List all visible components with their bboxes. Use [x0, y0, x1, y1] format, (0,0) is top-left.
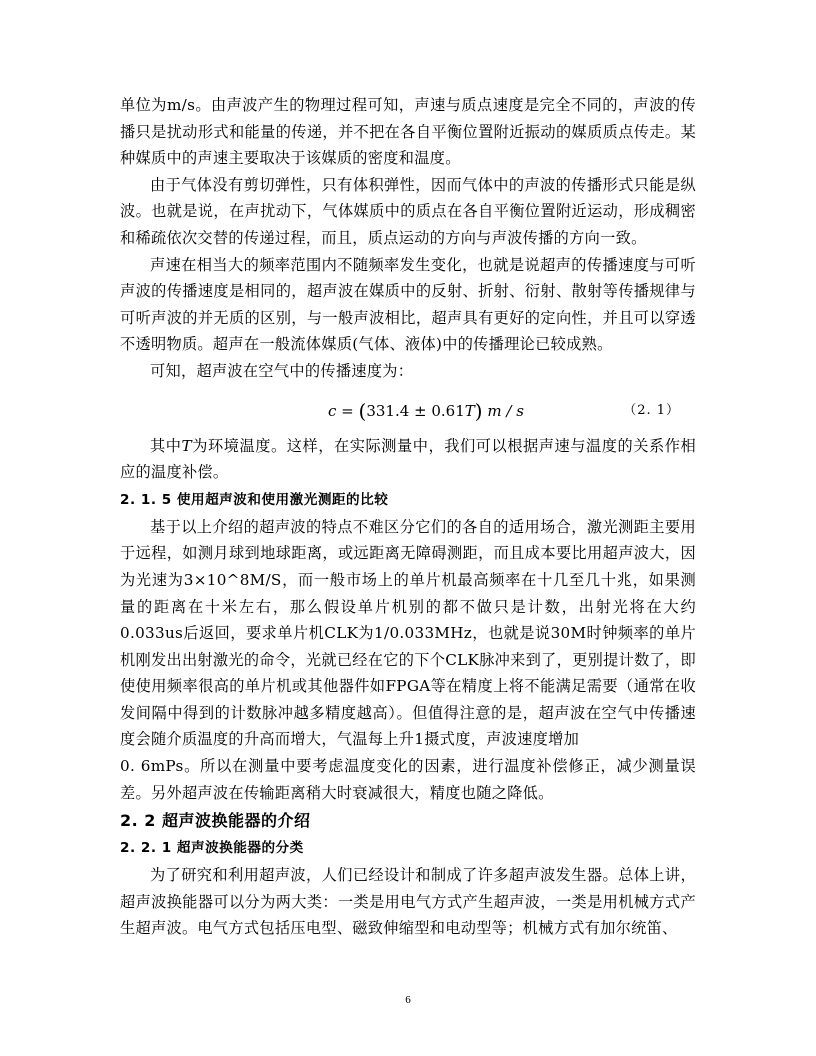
- paragraph-frequency-independence: 声速在相当大的频率范围内不随频率发生变化，也就是说超声的传播速度与可听声波的传播速度是相同的，超声波在媒质中的反射、折射、衍射、散射等传播规律与可听声波的并无质的区别，与一般声波相比，超声具有更好的定向性，并且可以穿透不透明物质。超声在一般流体媒质(气体、液体)中的传播理论已较成熟。: [120, 255, 696, 354]
- eq-lhs: c: [328, 401, 337, 420]
- eq-open-paren: (: [358, 398, 367, 423]
- heading-2-2: 2. 2 超声波换能器的介绍: [120, 811, 311, 831]
- paragraph-temperature-error: 0. 6mPs。所以在测量中要考虑温度变化的因素，进行温度补偿修正，减少测量误差。另外超声波在传输距离稍大时衰减很大，精度也随之降低。: [120, 757, 696, 802]
- heading-2-2-1: 2. 2. 1 超声波换能器的分类: [120, 840, 304, 857]
- equation-expression: [328, 397, 524, 421]
- eq-unit: m / s: [487, 401, 524, 420]
- paragraph-temperature-compensation: [120, 433, 696, 486]
- eq-body: 331.4 ± 0.61: [366, 401, 465, 420]
- after-eq-post: 为环境温度。这样，在实际测量中，我们可以根据声速与温度的关系作相应的温度补偿。: [120, 436, 696, 482]
- page-number: 6: [405, 994, 411, 1006]
- eq-var-t: T: [464, 401, 475, 420]
- paragraph-gas-longitudinal-wave: 由于气体没有剪切弹性，只有体积弹性，因而气体中的声波的传播形式只能是纵波。也就是说，在声扰动下，气体媒质中的质点在各自平衡位置附近运动，形成稠密和稀疏依次交替的传递过程，而且，质点运动的方向与声波传播的方向一致。: [120, 175, 696, 247]
- equation-number: （2. 1）: [623, 402, 680, 418]
- paragraph-transducer-classification: 为了研究和利用超声波，人们已经设计和制成了许多超声波发生器。总体上讲，超声波换能器可以分为两大类：一类是用电气方式产生超声波，一类是用机械方式产生超声波。电气方式包括压电型、磁致伸缩型和电动型等；机械方式有加尔统笛、: [120, 866, 696, 938]
- equation-2-1: [120, 389, 696, 431]
- eq-close-paren: ): [474, 398, 483, 423]
- heading-2-1-5: 2. 1. 5 使用超声波和使用激光测距的比较: [120, 491, 389, 508]
- paragraph-sound-speed-definition: 单位为m/s。由声波产生的物理过程可知，声速与质点速度是完全不同的，声波的传播只是扰动形式和能量的传递，并不把在各自平衡位置附近振动的媒质质点传走。某种媒质中的声速主要取决于该媒质的密度和温度。: [120, 96, 696, 168]
- eq-equals: =: [336, 401, 359, 420]
- paragraph-speed-in-air-intro: 可知，超声波在空气中的传播速度为：: [150, 361, 414, 380]
- after-eq-pre: 其中: [150, 436, 182, 455]
- page-body: [120, 92, 696, 942]
- after-eq-var: T: [181, 436, 192, 455]
- paragraph-ultrasound-vs-laser: 基于以上介绍的超声波的特点不难区分它们的各自的适用场合，激光测距主要用于远程，如测月球到地球距离，或远距离无障碍测距，而且成本要比用超声波大，因为光速为3×10^8M/S，而一般市场上的单片机最高频率在十几至几十兆，如果测量的距离在十米左右，那么假设单片机别的都不做只是计数，出射光将在大约0.033us后返回，要求单片机CLK为1/0.033MHz，也就是说30M时钟频率的单片机刚发出出射激光的命令，光就已经在它的下个CLK脉冲来到了，更别提计数了，即使使用频率很高的单片机或其他器件如FPGA等在精度上将不能满足需要（通常在收发间隔中得到的计数脉冲越多精度越高）。但值得注意的是，超声波在空气中传播速度会随介质温度的升高而增大，气温每上升1摄式度，声波速度增加: [120, 517, 697, 749]
